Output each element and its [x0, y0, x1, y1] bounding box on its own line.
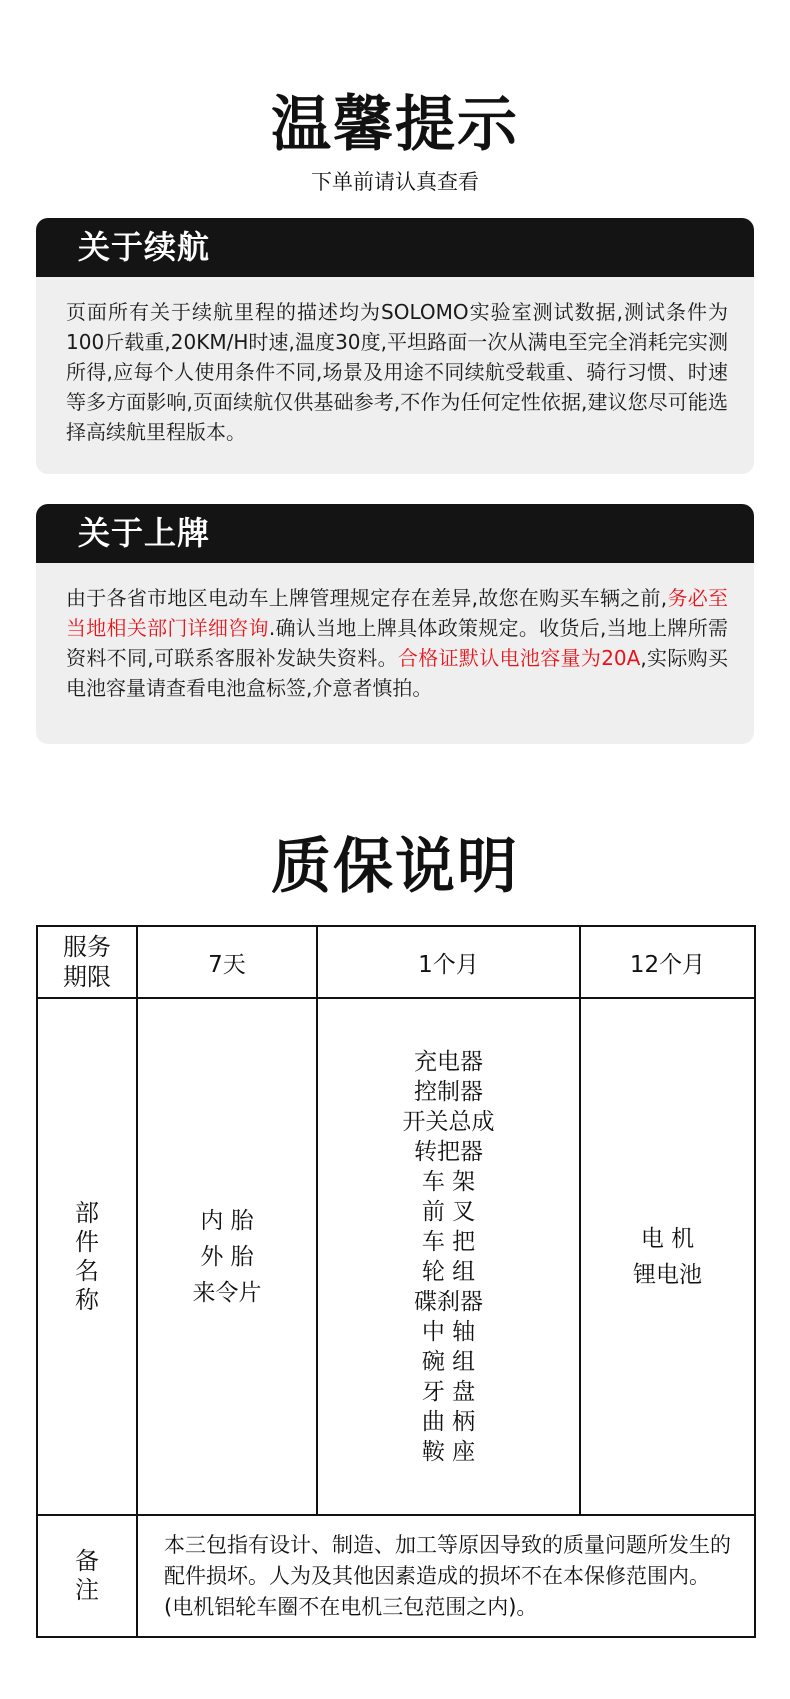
plate-highlight-battery: 合格证默认电池容量为20A [397, 646, 641, 670]
notice-subtitle: 下单前请认真查看 [311, 170, 479, 194]
list-item: 碟刹器 [414, 1288, 483, 1315]
parts-12-months [580, 998, 755, 1515]
service-period-label [37, 926, 137, 998]
list-item: 来令片 [192, 1279, 262, 1306]
label-char: 注 [75, 1576, 99, 1604]
table-row [37, 998, 755, 1515]
period-12-months: 12个月 [580, 926, 755, 998]
table-row [37, 1515, 755, 1637]
note-label [37, 1515, 137, 1637]
plate-text-part: ,实际购买电池容量请查看电池盒标签,介意者慎拍。 [66, 646, 728, 700]
list-item: 内 胎 [200, 1207, 254, 1234]
label-line: 期限 [63, 963, 111, 991]
list-item: 转把器 [414, 1138, 483, 1165]
label-char: 名 [75, 1256, 99, 1285]
list-item: 轮 组 [421, 1258, 476, 1285]
range-card-text: 页面所有关于续航里程的描述均为SOLOMO实验室测试数据,测试条件为100斤载重,20KM/H时速,温度30度,平坦路面一次从满电至完全消耗完实测所得,应每个人使用条件不同,场景及用途不同续航受载重、骑行习惯、时速等多方面影响,页面续航仅供基础参考,不作为任何定性依据,建议您尽可能选择高续航里程版本。 [66, 300, 728, 444]
label-char: 件 [75, 1227, 99, 1256]
plate-highlight-consult: 务必至当地相关部门详细咨询 [66, 586, 728, 640]
plate-card-heading: 关于上牌 [36, 504, 754, 563]
parts-name-label [37, 998, 137, 1515]
parts-1-month [317, 998, 580, 1515]
list-item: 外 胎 [200, 1243, 254, 1270]
list-item: 中 轴 [421, 1318, 476, 1345]
plate-card-text [36, 563, 754, 703]
list-item: 鞍 座 [421, 1438, 476, 1465]
list-item: 开关总成 [402, 1108, 495, 1135]
list-item: 车 把 [421, 1228, 476, 1255]
period-7-days: 7天 [137, 926, 317, 998]
list-item: 牙 盘 [421, 1378, 476, 1405]
notice-title: 温馨提示 [271, 90, 519, 160]
table-row [37, 926, 755, 998]
list-item: 控制器 [414, 1078, 483, 1105]
range-card [36, 218, 754, 474]
label-char: 备 [75, 1547, 99, 1575]
list-item: 车 架 [421, 1168, 476, 1195]
list-item: 曲 柄 [421, 1408, 476, 1435]
warranty-table [36, 925, 756, 1638]
list-item: 锂电池 [633, 1261, 702, 1288]
list-item: 充电器 [414, 1048, 483, 1075]
list-item: 电 机 [640, 1225, 695, 1252]
list-item: 碗 组 [421, 1348, 476, 1375]
label-line: 服务 [63, 933, 111, 961]
label-char: 称 [75, 1285, 99, 1314]
period-1-month: 1个月 [317, 926, 580, 998]
list-item: 前 叉 [421, 1198, 476, 1225]
parts-7-days [137, 998, 317, 1515]
label-char: 部 [75, 1198, 99, 1227]
range-card-heading: 关于续航 [36, 218, 754, 277]
plate-text-part: .确认当地上牌具体政策规定。收货后,当地上牌所需资料不同,可联系客服补发缺失资料。 [66, 616, 728, 670]
plate-card [36, 504, 754, 744]
plate-text-part: 由于各省市地区电动车上牌管理规定存在差异,故您在购买车辆之前, [66, 586, 668, 610]
note-text: 本三包指有设计、制造、加工等原因导致的质量问题所发生的配件损坏。人为及其他因素造成的损坏不在本保修范围内。(电机铝轮车圈不在电机三包范围之内)。 [137, 1515, 755, 1637]
warranty-title: 质保说明 [271, 832, 519, 902]
